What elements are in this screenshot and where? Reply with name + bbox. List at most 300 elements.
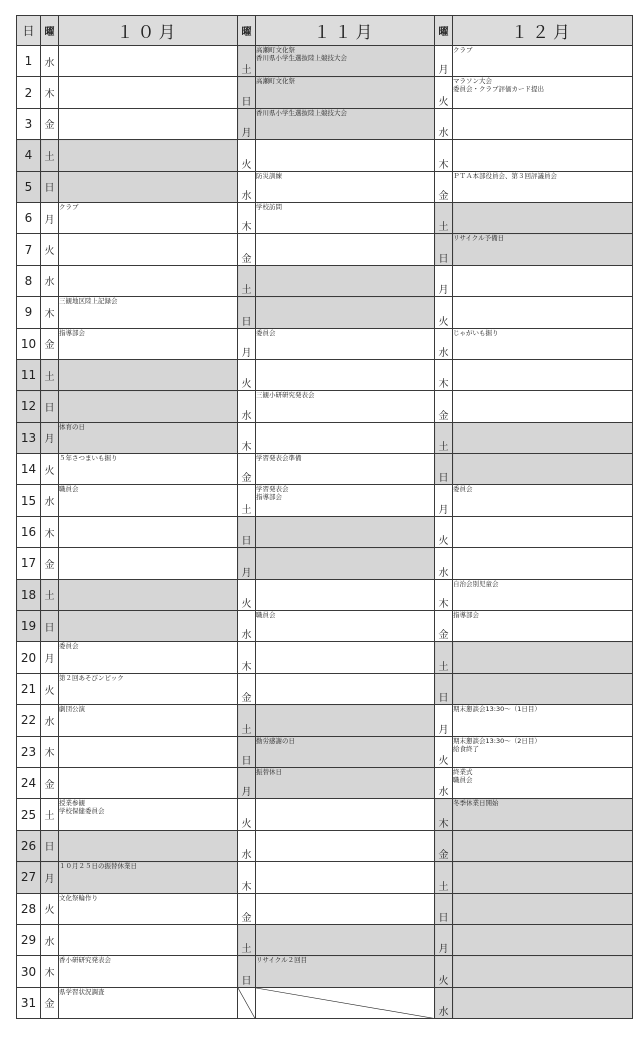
event-text: 香川県小学生選抜陸上競技大会 <box>256 108 347 117</box>
weekday-nov: 水 <box>238 391 256 422</box>
weekday-dec: 水 <box>435 108 453 139</box>
event-text: 劇団公演 <box>59 705 85 714</box>
events-cell-oct <box>59 140 238 171</box>
events-cell-oct <box>59 767 238 798</box>
day-number: 7 <box>17 234 41 265</box>
weekday-dec: 火 <box>435 77 453 108</box>
events-cell-dec <box>453 830 633 861</box>
weekday-oct: 木 <box>41 297 59 328</box>
table-row <box>17 359 633 390</box>
events-cell-nov <box>256 422 435 453</box>
header-day: 日 <box>17 16 41 46</box>
event-text: 県学習状況調査 <box>59 987 105 996</box>
day-number: 4 <box>17 140 41 171</box>
weekday-oct: 日 <box>41 611 59 642</box>
day-number: 1 <box>17 46 41 77</box>
weekday-dec: 木 <box>435 359 453 390</box>
table-row <box>17 171 633 202</box>
weekday-nov: 土 <box>238 705 256 736</box>
events-cell-oct <box>59 799 238 830</box>
events-cell-nov <box>256 642 435 673</box>
weekday-oct: 水 <box>41 705 59 736</box>
weekday-oct: 水 <box>41 265 59 296</box>
day-number: 10 <box>17 328 41 359</box>
event-text: 委員会 <box>256 328 276 337</box>
weekday-oct: 日 <box>41 171 59 202</box>
event-text: 期末懇談会13:30～（1日目） <box>453 705 541 714</box>
events-cell-dec <box>453 202 633 233</box>
events-cell-nov <box>256 893 435 924</box>
table-row <box>17 924 633 955</box>
header-month-nov: １１月 <box>256 16 435 46</box>
events-cell-dec <box>453 140 633 171</box>
weekday-dec: 月 <box>435 705 453 736</box>
events-cell-dec <box>453 767 633 798</box>
events-cell-nov <box>256 485 435 516</box>
day-number: 22 <box>17 705 41 736</box>
table-row <box>17 328 633 359</box>
events-cell-oct <box>59 297 238 328</box>
event-text: 委員会 <box>453 485 473 494</box>
weekday-nov: 日 <box>238 956 256 987</box>
table-row <box>17 265 633 296</box>
events-cell-oct <box>59 516 238 547</box>
events-cell-oct <box>59 987 238 1018</box>
event-text: 委員会・クラブ評価カード提出 <box>453 85 544 94</box>
events-cell-nov <box>256 673 435 704</box>
event-text: ＰＴＡ本部役員会、第３回評議員会 <box>453 171 557 180</box>
event-text: １０月２５日の振替休業日 <box>59 862 137 871</box>
events-cell-oct <box>59 485 238 516</box>
table-row <box>17 799 633 830</box>
events-cell-dec <box>453 328 633 359</box>
event-text: 委員会 <box>59 642 79 651</box>
weekday-oct: 土 <box>41 799 59 830</box>
events-cell-nov <box>256 265 435 296</box>
day-number: 18 <box>17 579 41 610</box>
weekday-dec: 金 <box>435 611 453 642</box>
events-cell-oct <box>59 893 238 924</box>
events-cell-dec <box>453 234 633 265</box>
table-row <box>17 234 633 265</box>
event-text: 授業参観 <box>59 799 85 808</box>
events-cell-nov <box>256 956 435 987</box>
day-number: 21 <box>17 673 41 704</box>
events-cell-nov <box>256 234 435 265</box>
events-cell-nov <box>256 987 435 1018</box>
event-text: 指導部会 <box>59 328 85 337</box>
weekday-nov: 火 <box>238 799 256 830</box>
events-cell-oct <box>59 956 238 987</box>
weekday-nov: 水 <box>238 171 256 202</box>
day-number: 25 <box>17 799 41 830</box>
events-cell-oct <box>59 705 238 736</box>
day-number: 13 <box>17 422 41 453</box>
events-cell-nov <box>256 359 435 390</box>
events-cell-nov <box>256 46 435 77</box>
table-row <box>17 422 633 453</box>
event-text: 香小研研究発表会 <box>59 956 111 965</box>
table-row <box>17 391 633 422</box>
day-number: 16 <box>17 516 41 547</box>
table-row <box>17 956 633 987</box>
events-cell-oct <box>59 830 238 861</box>
weekday-dec: 水 <box>435 767 453 798</box>
weekday-nov: 木 <box>238 422 256 453</box>
weekday-oct: 金 <box>41 328 59 359</box>
event-text: 学校保健委員会 <box>59 807 105 816</box>
weekday-dec: 火 <box>435 297 453 328</box>
calendar-body <box>17 46 633 1019</box>
weekday-oct: 土 <box>41 140 59 171</box>
weekday-dec: 木 <box>435 579 453 610</box>
events-cell-nov <box>256 548 435 579</box>
day-number: 20 <box>17 642 41 673</box>
weekday-nov: 月 <box>238 328 256 359</box>
events-cell-dec <box>453 548 633 579</box>
events-cell-dec <box>453 359 633 390</box>
events-cell-dec <box>453 673 633 704</box>
event-text: 三観小研研究発表会 <box>256 391 315 400</box>
day-number: 8 <box>17 265 41 296</box>
event-text: 勤労感謝の日 <box>256 736 295 745</box>
diagonal-slash-icon <box>238 988 255 1018</box>
weekday-dec: 金 <box>435 830 453 861</box>
event-text: リサイクル２回目 <box>256 956 308 965</box>
day-number: 3 <box>17 108 41 139</box>
table-row <box>17 673 633 704</box>
weekday-dec: 日 <box>435 234 453 265</box>
event-text: 給食終了 <box>453 744 479 753</box>
event-text: 指導部会 <box>256 493 282 502</box>
weekday-nov: 日 <box>238 297 256 328</box>
events-cell-dec <box>453 799 633 830</box>
header-weekday-dec: 曜 <box>435 16 453 46</box>
events-cell-dec <box>453 862 633 893</box>
weekday-oct: 金 <box>41 987 59 1018</box>
weekday-dec: 月 <box>435 485 453 516</box>
weekday-dec: 土 <box>435 422 453 453</box>
events-cell-dec <box>453 77 633 108</box>
event-text: 指導部会 <box>453 611 479 620</box>
events-cell-dec <box>453 924 633 955</box>
weekday-dec: 日 <box>435 893 453 924</box>
table-row <box>17 140 633 171</box>
table-row <box>17 862 633 893</box>
event-text: 職員会 <box>453 775 473 784</box>
weekday-nov: 土 <box>238 46 256 77</box>
weekday-nov: 土 <box>238 265 256 296</box>
weekday-nov: 月 <box>238 108 256 139</box>
events-cell-oct <box>59 579 238 610</box>
event-text: 職員会 <box>59 485 79 494</box>
weekday-dec: 水 <box>435 987 453 1018</box>
weekday-dec: 日 <box>435 454 453 485</box>
events-cell-nov <box>256 611 435 642</box>
event-text: リサイクル予備日 <box>453 234 505 243</box>
events-cell-oct <box>59 736 238 767</box>
day-number: 14 <box>17 454 41 485</box>
events-cell-dec <box>453 516 633 547</box>
weekday-dec: 水 <box>435 548 453 579</box>
weekday-dec: 日 <box>435 673 453 704</box>
events-cell-dec <box>453 422 633 453</box>
event-text: 香川県小学生選抜陸上競技大会 <box>256 54 347 62</box>
events-cell-dec <box>453 46 633 77</box>
weekday-nov: 日 <box>238 736 256 767</box>
events-cell-oct <box>59 642 238 673</box>
events-cell-oct <box>59 611 238 642</box>
event-text: じゃがいも掘り <box>453 328 499 337</box>
weekday-dec: 水 <box>435 328 453 359</box>
event-text: 第２回あそびンピック <box>59 673 124 682</box>
table-row <box>17 202 633 233</box>
events-cell-dec <box>453 171 633 202</box>
weekday-oct: 土 <box>41 579 59 610</box>
events-cell-nov <box>256 736 435 767</box>
event-text: 期末懇談会13:30～（2日目） <box>453 736 541 745</box>
weekday-dec: 月 <box>435 46 453 77</box>
events-cell-dec <box>453 454 633 485</box>
events-cell-dec <box>453 108 633 139</box>
weekday-nov: 土 <box>238 924 256 955</box>
events-cell-nov <box>256 862 435 893</box>
table-row <box>17 77 633 108</box>
weekday-dec: 土 <box>435 202 453 233</box>
events-cell-nov <box>256 799 435 830</box>
table-row <box>17 987 633 1018</box>
event-text: 終業式 <box>453 767 473 776</box>
events-cell-nov <box>256 140 435 171</box>
weekday-nov: 火 <box>238 579 256 610</box>
events-cell-oct <box>59 202 238 233</box>
weekday-oct: 金 <box>41 548 59 579</box>
weekday-nov: 水 <box>238 611 256 642</box>
day-number: 29 <box>17 924 41 955</box>
event-text: 学習発表会 <box>256 485 289 494</box>
events-cell-dec <box>453 485 633 516</box>
weekday-nov: 木 <box>238 862 256 893</box>
weekday-dec: 月 <box>435 265 453 296</box>
weekday-dec: 月 <box>435 924 453 955</box>
table-row <box>17 548 633 579</box>
header-weekday-nov: 曜 <box>238 16 256 46</box>
weekday-nov: 日 <box>238 516 256 547</box>
weekday-oct: 水 <box>41 46 59 77</box>
events-cell-oct <box>59 265 238 296</box>
events-cell-oct <box>59 673 238 704</box>
events-cell-oct <box>59 862 238 893</box>
events-cell-nov <box>256 202 435 233</box>
events-cell-oct <box>59 422 238 453</box>
table-row <box>17 705 633 736</box>
weekday-nov: 金 <box>238 673 256 704</box>
event-text: 冬季休業日開始 <box>453 799 499 808</box>
events-cell-dec <box>453 579 633 610</box>
day-number: 23 <box>17 736 41 767</box>
table-row <box>17 642 633 673</box>
events-cell-nov <box>256 391 435 422</box>
table-row <box>17 454 633 485</box>
table-row <box>17 46 633 77</box>
events-cell-dec <box>453 611 633 642</box>
events-cell-dec <box>453 265 633 296</box>
event-text: 学習発表会準備 <box>256 454 302 463</box>
header-row <box>17 16 633 46</box>
event-text: ５年さつまいも掘り <box>59 454 118 463</box>
weekday-nov: 金 <box>238 454 256 485</box>
events-cell-oct <box>59 359 238 390</box>
events-cell-dec <box>453 956 633 987</box>
day-number: 19 <box>17 611 41 642</box>
event-text: 体育の日 <box>59 422 85 431</box>
table-row <box>17 108 633 139</box>
weekday-oct: 金 <box>41 108 59 139</box>
events-cell-oct <box>59 46 238 77</box>
weekday-oct: 日 <box>41 830 59 861</box>
weekday-nov: 金 <box>238 893 256 924</box>
events-cell-oct <box>59 391 238 422</box>
table-row <box>17 516 633 547</box>
header-month-dec: １２月 <box>453 16 633 46</box>
weekday-dec: 木 <box>435 799 453 830</box>
weekday-nov: 月 <box>238 548 256 579</box>
events-cell-dec <box>453 642 633 673</box>
events-cell-nov <box>256 108 435 139</box>
weekday-nov: 木 <box>238 642 256 673</box>
header-weekday-oct: 曜 <box>41 16 59 46</box>
weekday-oct: 月 <box>41 862 59 893</box>
table-row <box>17 297 633 328</box>
day-number: 12 <box>17 391 41 422</box>
events-cell-dec <box>453 736 633 767</box>
events-cell-nov <box>256 924 435 955</box>
weekday-oct: 火 <box>41 673 59 704</box>
event-text: クラブ <box>453 46 473 54</box>
events-cell-nov <box>256 579 435 610</box>
table-row <box>17 736 633 767</box>
event-text: 職員会 <box>256 611 276 620</box>
weekday-dec: 火 <box>435 516 453 547</box>
weekday-oct: 金 <box>41 767 59 798</box>
event-text: 防災訓練 <box>256 171 282 180</box>
table-row <box>17 611 633 642</box>
weekday-oct: 日 <box>41 391 59 422</box>
events-cell-nov <box>256 171 435 202</box>
weekday-nov: 水 <box>238 830 256 861</box>
weekday-nov: 火 <box>238 140 256 171</box>
day-number: 15 <box>17 485 41 516</box>
day-number: 27 <box>17 862 41 893</box>
weekday-nov: 月 <box>238 767 256 798</box>
table-row <box>17 893 633 924</box>
events-cell-dec <box>453 391 633 422</box>
events-cell-dec <box>453 987 633 1018</box>
weekday-nov <box>238 987 256 1018</box>
events-cell-oct <box>59 234 238 265</box>
weekday-nov: 日 <box>238 77 256 108</box>
event-text: 学校訪問 <box>256 202 282 211</box>
weekday-nov: 土 <box>238 485 256 516</box>
events-cell-nov <box>256 297 435 328</box>
events-cell-dec <box>453 705 633 736</box>
events-cell-dec <box>453 297 633 328</box>
weekday-oct: 月 <box>41 642 59 673</box>
table-row <box>17 485 633 516</box>
events-cell-oct <box>59 548 238 579</box>
weekday-oct: 月 <box>41 422 59 453</box>
weekday-oct: 火 <box>41 234 59 265</box>
weekday-dec: 金 <box>435 171 453 202</box>
table-row <box>17 579 633 610</box>
events-cell-dec <box>453 893 633 924</box>
weekday-nov: 金 <box>238 234 256 265</box>
event-text: マラソン大会 <box>453 77 492 86</box>
events-cell-nov <box>256 767 435 798</box>
day-number: 17 <box>17 548 41 579</box>
events-cell-oct <box>59 454 238 485</box>
weekday-oct: 木 <box>41 956 59 987</box>
weekday-oct: 木 <box>41 516 59 547</box>
table-row <box>17 830 633 861</box>
weekday-oct: 木 <box>41 77 59 108</box>
weekday-oct: 木 <box>41 736 59 767</box>
weekday-dec: 火 <box>435 736 453 767</box>
day-number: 24 <box>17 767 41 798</box>
events-cell-nov <box>256 328 435 359</box>
weekday-nov: 火 <box>238 359 256 390</box>
diagonal-slash-icon <box>256 988 434 1018</box>
event-text: 振替休日 <box>256 767 282 776</box>
events-cell-oct <box>59 171 238 202</box>
event-text: クラブ <box>59 202 79 211</box>
weekday-dec: 土 <box>435 862 453 893</box>
weekday-oct: 月 <box>41 202 59 233</box>
header-month-oct: １０月 <box>59 16 238 46</box>
event-text: 高瀬町文化祭 <box>256 46 295 54</box>
event-text: 文化祭輪作り <box>59 893 98 902</box>
weekday-dec: 火 <box>435 956 453 987</box>
event-text: 高瀬町文化祭 <box>256 77 295 86</box>
events-cell-oct <box>59 328 238 359</box>
day-number: 2 <box>17 77 41 108</box>
weekday-oct: 土 <box>41 359 59 390</box>
school-calendar-table <box>16 15 633 1019</box>
weekday-dec: 木 <box>435 140 453 171</box>
day-number: 11 <box>17 359 41 390</box>
day-number: 6 <box>17 202 41 233</box>
event-text: 自治会別児童会 <box>453 579 499 588</box>
events-cell-oct <box>59 108 238 139</box>
events-cell-nov <box>256 516 435 547</box>
events-cell-oct <box>59 924 238 955</box>
events-cell-nov <box>256 77 435 108</box>
weekday-dec: 土 <box>435 642 453 673</box>
day-number: 5 <box>17 171 41 202</box>
weekday-oct: 水 <box>41 485 59 516</box>
events-cell-nov <box>256 830 435 861</box>
day-number: 9 <box>17 297 41 328</box>
table-row <box>17 767 633 798</box>
events-cell-nov <box>256 454 435 485</box>
day-number: 30 <box>17 956 41 987</box>
day-number: 26 <box>17 830 41 861</box>
events-cell-oct <box>59 77 238 108</box>
events-cell-nov <box>256 705 435 736</box>
weekday-nov: 木 <box>238 202 256 233</box>
weekday-oct: 火 <box>41 454 59 485</box>
weekday-oct: 火 <box>41 893 59 924</box>
